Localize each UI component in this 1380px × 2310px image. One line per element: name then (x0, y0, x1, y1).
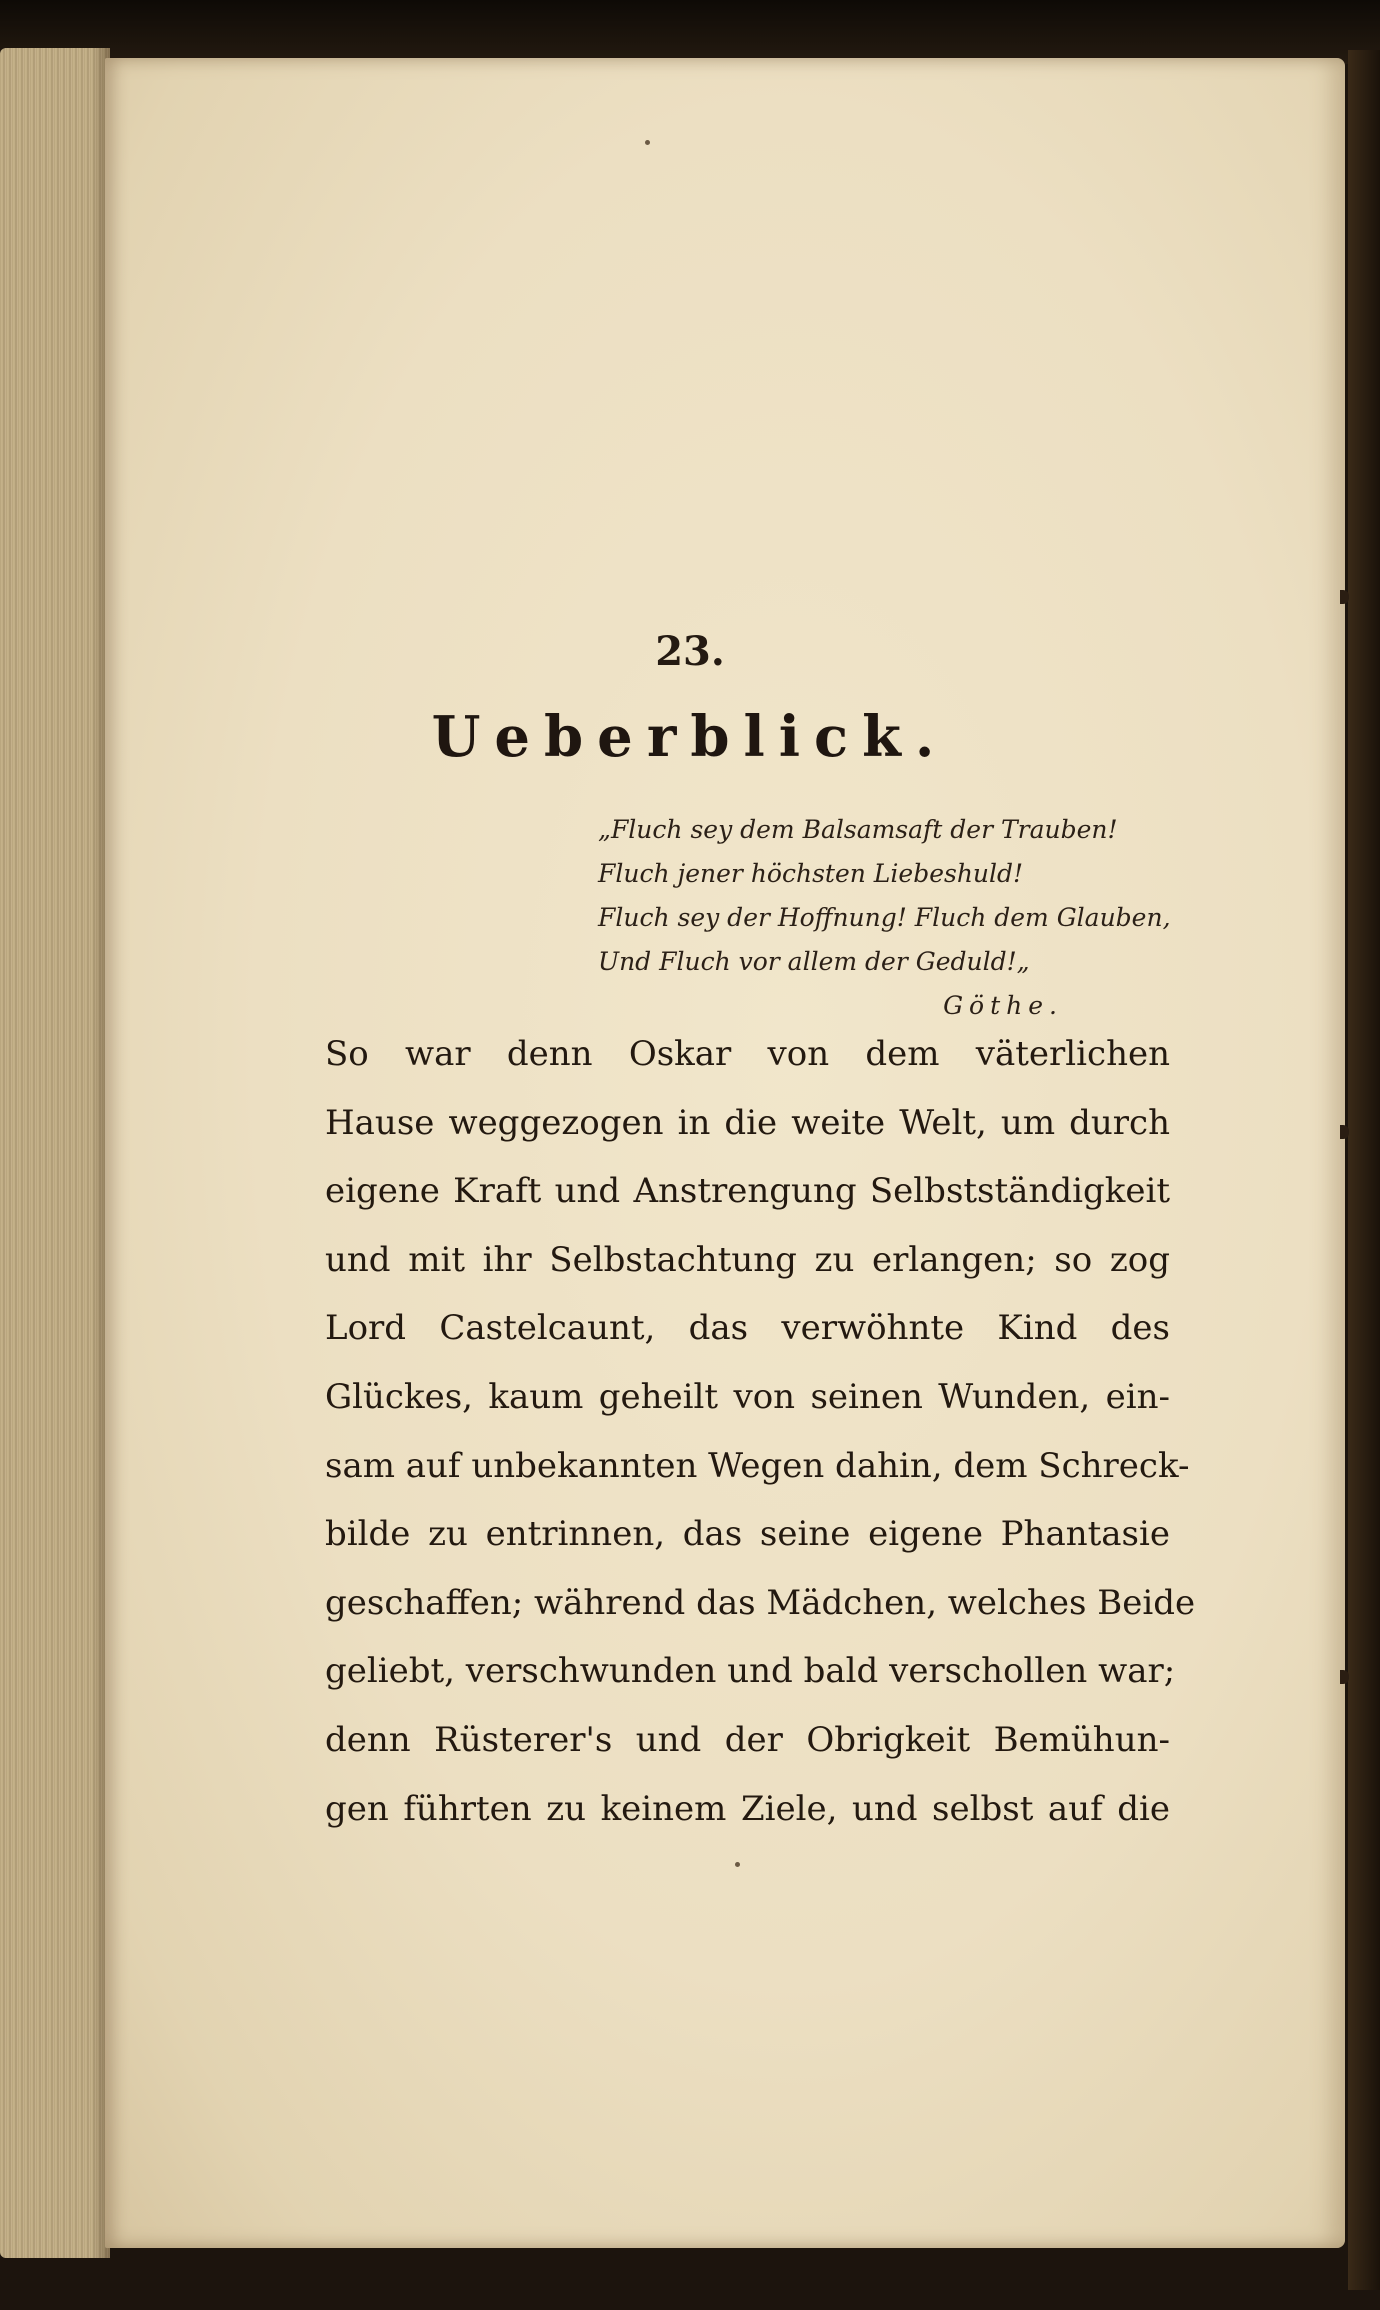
text-line: bilde zu entrinnen, das seine eigene Phantasie (325, 1514, 1170, 1555)
text-line: Lord Castelcaunt, das verwöhnte Kind des (325, 1308, 1170, 1349)
text-line: geschaffen; während das Mädchen, welches Beide (325, 1582, 1196, 1623)
photo-top-border (0, 0, 1380, 64)
epigraph (598, 808, 1171, 1028)
paper-speck (645, 140, 650, 145)
epigraph-author: Göthe. (943, 991, 1063, 1020)
text-line: Glückes, kaum geheilt von seinen Wunden, ein- (325, 1376, 1170, 1417)
book-cover-edge (1348, 50, 1380, 2290)
chapter-number: 23. (655, 628, 725, 675)
book-page-edges (0, 48, 110, 2258)
text-line: denn Rüsterer's und der Obrigkeit Bemühun- (325, 1719, 1170, 1760)
body-paragraph (325, 1020, 1196, 1843)
text-line: Hause weggezogen in die weite Welt, um durch (325, 1102, 1170, 1143)
text-line: eigene Kraft und Anstrengung Selbstständigkeit (325, 1171, 1170, 1212)
epigraph-line: Fluch sey der Hoffnung! Fluch dem Glauben, (598, 903, 1171, 932)
text-line: sam auf unbekannten Wegen dahin, dem Schreck- (325, 1445, 1190, 1486)
text-line: gen führten zu keinem Ziele, und selbst auf die (325, 1788, 1170, 1829)
text-line: So war denn Oskar von dem väterlichen (325, 1034, 1170, 1074)
epigraph-line: Und Fluch vor allem der Geduld!„ (598, 947, 1030, 976)
text-line: und mit ihr Selbstachtung zu erlangen; so zog (325, 1239, 1170, 1280)
epigraph-line: Fluch jener höchsten Liebeshuld! (598, 859, 1024, 888)
epigraph-line: „Fluch sey dem Balsamsaft der Trauben! (598, 815, 1118, 844)
chapter-title: Ueberblick. (431, 704, 949, 770)
text-line: geliebt, verschwunden und bald verschollen war; (325, 1651, 1176, 1692)
paper-speck (735, 1862, 740, 1867)
